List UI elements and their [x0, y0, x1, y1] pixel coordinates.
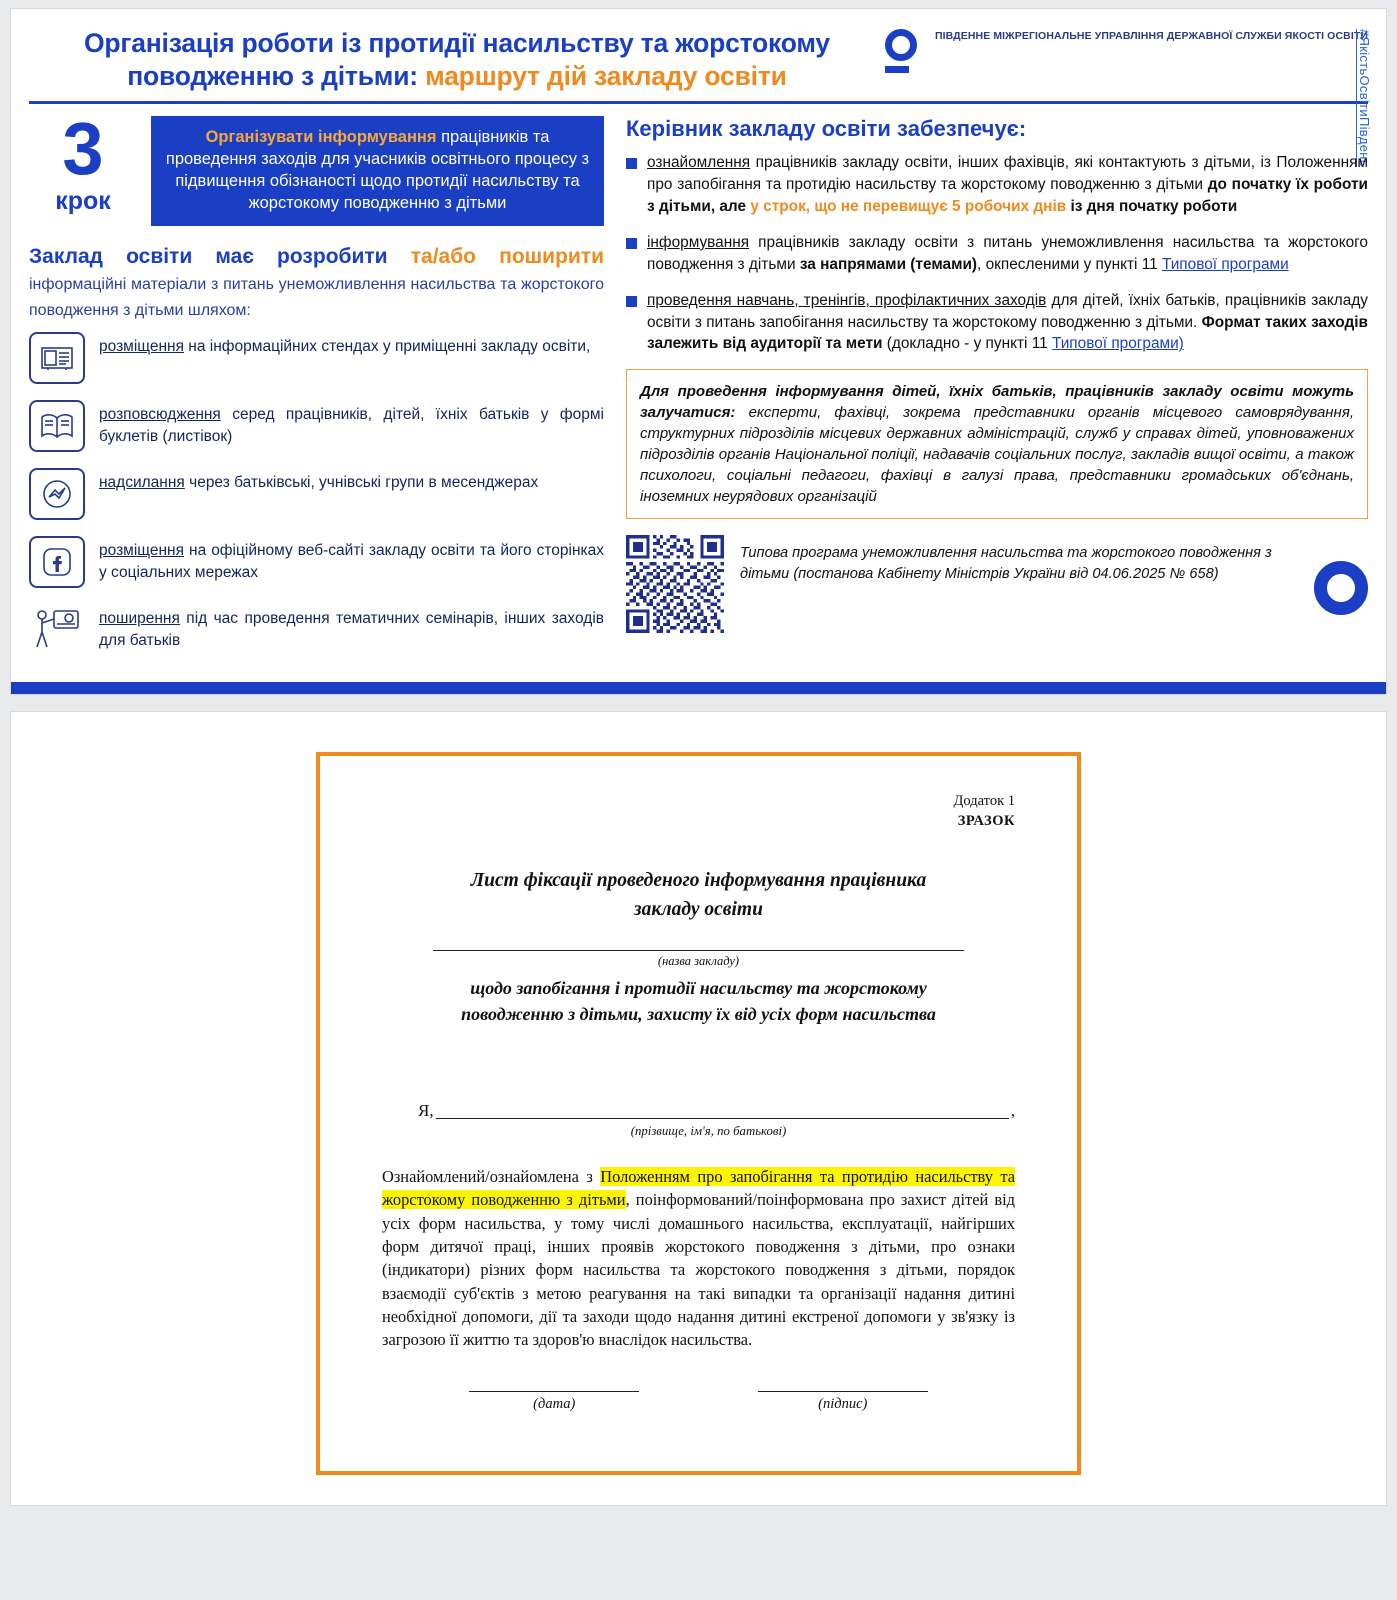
document-subtitle: [382, 975, 1015, 1027]
list-item: [29, 604, 604, 656]
lead-accent: та/або поширити: [410, 245, 604, 268]
full-name-field[interactable]: [436, 1104, 1009, 1119]
bullet-body: працівників закладу освіти з питань унеможливлення насильства та жорстокого поводження з дітьми: [647, 233, 1368, 273]
bullet-item: [626, 232, 1368, 276]
document-subtitle-line-1: щодо запобігання і протидії насильству та жорстокому: [470, 977, 927, 998]
document-appendix: [382, 792, 1015, 831]
qr-row: [626, 535, 1368, 633]
list-item-text: [99, 604, 604, 651]
signature-row: [382, 1391, 1015, 1413]
list-item-text: [99, 400, 604, 447]
full-name-comma: ,: [1010, 1101, 1015, 1121]
document-subtitle-line-2: поводженню з дітьми, захисту їх від усіх форм насильства: [461, 1003, 936, 1024]
title-line-1: Організація роботи із протидії насильству та жорстокому: [83, 28, 830, 58]
bullet-underlined: проведення навчань, тренінгів, профілактичних заходів: [647, 291, 1047, 309]
step-banner-accent: Організувати інформування: [205, 128, 437, 147]
bullet-body: для дітей, їхніх батьків, працівників закладу освіти з питань запобігання насильству та жорстокому поводженню з дітьми.: [647, 291, 1368, 331]
bullet-bold-1: до початку їх роботи з дітьми, але: [647, 176, 1368, 215]
step-banner-rest: працівників та проведення заходів для учасників освітнього процесу з підвищення обізнаності щодо протидії насильству та жорстокому поводженню з дітьми: [165, 128, 590, 213]
list-item-text: [99, 468, 538, 493]
bullet-item: [626, 152, 1368, 218]
bullet-square-icon: [626, 238, 637, 249]
left-lead-paragraph: [29, 242, 604, 322]
list-item-underlined: поширення: [99, 610, 180, 628]
list-item-rest: під час проведення тематичних семінарів, інших заходів для батьків: [99, 610, 604, 649]
list-item: [29, 468, 604, 520]
signature-field[interactable]: [758, 1391, 928, 1392]
list-item: [29, 332, 604, 384]
messenger-icon: [29, 468, 85, 520]
document-title-line-2: закладу освіти: [634, 898, 763, 920]
list-item-rest: серед працівників, дітей, їхніх батьків у формі буклетів (листівок): [99, 406, 604, 445]
step-number: 3: [62, 107, 104, 191]
list-item-text: [99, 536, 604, 583]
list-item-underlined: розміщення: [99, 542, 184, 560]
appendix-number: Додаток 1: [953, 793, 1015, 810]
corner-ring-icon: [1314, 561, 1368, 615]
title-line-2-accent: маршрут дій закладу освіти: [425, 61, 787, 92]
note-bold: Для проведення інформування дітей, їхніх батьків, працівників закладу освіти можуть залучатися:: [640, 383, 1354, 422]
book-icon: [29, 400, 85, 452]
typical-program-link[interactable]: Типової програми: [1161, 255, 1289, 273]
left-column: [29, 107, 604, 672]
facebook-icon: [29, 536, 85, 588]
right-column: [626, 116, 1368, 672]
bullet-bold-1: за напрямами (темами): [799, 255, 978, 273]
list-item-rest: через батьківські, учнівські групи в месенджерах: [184, 474, 539, 492]
note-box: [626, 369, 1368, 519]
distribution-methods-list: [29, 332, 604, 656]
step-banner: [151, 116, 604, 226]
document-card: [10, 711, 1387, 1506]
list-item-text: [99, 332, 590, 357]
step-number-box: [29, 107, 137, 226]
bullet-underlined: ознайомлення: [647, 154, 751, 172]
list-item-rest: на інформаційних стендах у приміщенні закладу освіти,: [184, 338, 591, 356]
list-item: [29, 400, 604, 452]
bullet-body-2: , окпесленими у пункті 11: [977, 255, 1162, 273]
bullet-body-2: (докладно - у пункті 11: [882, 335, 1052, 353]
document-title: [382, 867, 1015, 924]
bullet-text: [647, 290, 1368, 356]
page-title: [29, 23, 885, 93]
right-column-title: Керівник закладу освіти забезпечує:: [626, 116, 1027, 142]
document-title-line-1: Лист фіксації проведеного інформування працівника: [470, 870, 927, 892]
signature-caption: (підпис): [818, 1396, 868, 1413]
paragraph-end: , поінформований/поінформована про захист дітей від усіх форм насильства, у тому числі домашнього насильства, експлуатації, найгірших форм дитячої праці, інших проявів жорстокого поводження з дітьми, про ознаки (індикатори) різних форм насильства та жорстокого поводження з дітьми, порядок взаємодії суб'єктів з метою реагування на такі випадки та організації надання дитині необхідної допомоги, дії та заходи щодо надання дитині екстреної допомоги у зв'язку із загрозою її життю та здоров'ю внаслідок насильства.: [382, 1190, 1015, 1350]
institution-name-caption: (назва закладу): [657, 953, 740, 968]
board-icon: [29, 332, 85, 384]
bullet-body: працівників закладу освіти, інших фахівців, які контактують з дітьми, із Положенням про запобігання та протидію насильству та жорстокому поводженню з дітьми: [647, 154, 1368, 194]
signature-cell: [758, 1391, 928, 1413]
logo-mark-icon: [885, 29, 925, 75]
list-item-underlined: надсилання: [99, 474, 185, 492]
bullet-text: [647, 232, 1368, 276]
date-cell: [469, 1391, 639, 1413]
date-caption: (дата): [533, 1396, 576, 1413]
note-rest: експерти, фахівці, зокрема представники органів місцевого самоврядування, структурних підрозділів місцевих державних адміністрацій, служб у справах дітей, уповноважених підрозділів органів Національної поліції, надавачів соціальних послуг, закладів вищої освіти, а також психологи, соціальні педагоги, фахівці в галузі права, представники громадських об'єднань, іноземних неурядових організацій: [640, 404, 1354, 506]
lead-part-2: інформаційні матеріали з питань унеможливлення насильства та жорстокого поводження з дітьми шляхом:: [29, 276, 604, 319]
bullet-square-icon: [626, 158, 637, 169]
acknowledgement-paragraph: [382, 1165, 1015, 1351]
list-item-underlined: розповсюдження: [99, 406, 221, 424]
full-name-caption: (прізвище, ім'я, по батькові): [630, 1124, 787, 1139]
infographic-card: [10, 8, 1387, 695]
logo-text: ПІВДЕННЕ МІЖРЕГІОНАЛЬНЕ УПРАВЛІННЯ ДЕРЖАВНОЇ СЛУЖБИ ЯКОСТІ ОСВІТИ: [934, 30, 1368, 42]
organization-logo: [885, 23, 1368, 75]
typical-program-link[interactable]: Типової програми): [1051, 335, 1184, 353]
bullet-bold-2: із дня початку роботи: [1066, 198, 1238, 215]
hashtag-label: #ЯкістьОсвітиПівдень: [1357, 29, 1372, 167]
bullet-text: [647, 152, 1368, 218]
infographic-header: [29, 23, 1368, 104]
presentation-icon: [29, 604, 85, 656]
full-name-row: [382, 1101, 1015, 1121]
title-line-2-plain: поводженню з дітьми:: [127, 61, 426, 92]
date-field[interactable]: [469, 1391, 639, 1392]
institution-name-field[interactable]: [433, 950, 965, 951]
full-name-label: Я,: [418, 1101, 434, 1121]
bullet-underlined: інформування: [647, 233, 750, 251]
bullet-bold-1: Формат таких заходів залежить від аудиторії та мети: [647, 313, 1369, 353]
list-item: [29, 536, 604, 588]
bottom-accent-bar: [11, 682, 1386, 694]
bullet-square-icon: [626, 296, 637, 307]
step-label: крок: [55, 187, 111, 216]
document-sheet: [316, 752, 1081, 1475]
qr-caption: Типова програма унеможливлення насильства та жорстокого поводження з дітьми (постанова Кабінету Міністрів України від 04.06.2025 № 658): [740, 545, 1272, 582]
paragraph-highlight: Положенням про запобігання та протидію насильству та жорстокому поводженню з дітьми: [382, 1167, 1015, 1210]
bullet-item: [626, 290, 1368, 356]
step-block: [29, 107, 604, 226]
qr-code-icon[interactable]: [626, 535, 724, 633]
list-item-underlined: розміщення: [99, 338, 184, 356]
lead-part-1: Заклад освіти має розробити: [29, 245, 411, 268]
sample-label: ЗРАЗОК: [957, 812, 1015, 829]
list-item-rest: на офіційному веб-сайті закладу освіти та його сторінках у соціальних мережах: [99, 542, 604, 581]
paragraph-start: Ознайомлений/ознайомлена з: [382, 1167, 601, 1187]
bullet-orange: у строк, що не перевищує 5 робочих днів: [750, 198, 1067, 215]
